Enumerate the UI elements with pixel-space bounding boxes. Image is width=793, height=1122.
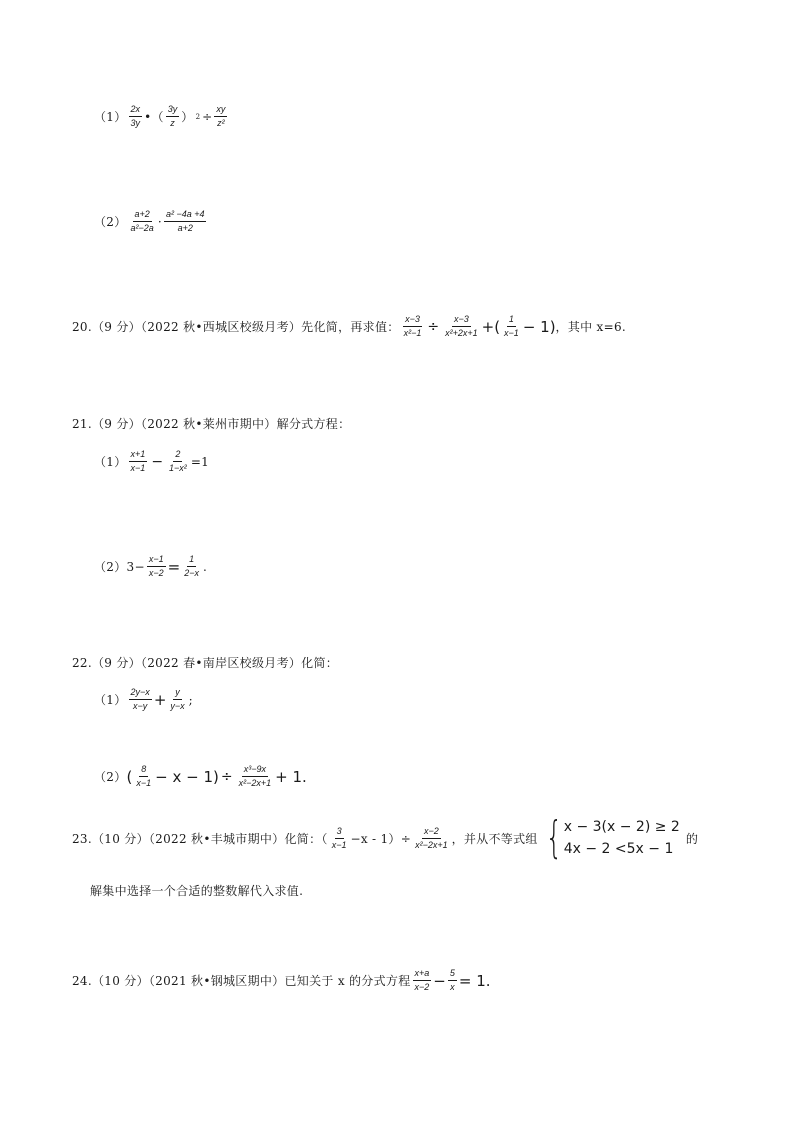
fraction: $\frac{\text{a² −4a +4}}{a+2}$ (165, 209, 205, 233)
divide-operator: ÷ (427, 318, 440, 335)
part-label: （2） (94, 560, 127, 574)
left-paren: ( (126, 767, 133, 786)
dot-operator: · (157, 214, 162, 229)
expression-end: + 1. (275, 767, 307, 786)
fraction: $\frac{x-1}{x-2}$ (148, 554, 164, 578)
inequality-system (540, 812, 680, 863)
problem-text: ，并从不等式组 (451, 831, 538, 846)
equation-rhs: =1 (190, 454, 210, 469)
problem-22-part-1 (94, 687, 193, 712)
period: . (202, 559, 208, 574)
equals-sign: = (167, 557, 181, 576)
part-label: （2） (94, 770, 127, 784)
exponent: 2 (195, 112, 201, 121)
problem-text: ，其中 x=6. (555, 320, 627, 334)
problem-19-part-1 (94, 104, 229, 129)
problem-20 (72, 314, 626, 339)
problem-text: 解集中选择一个合适的整数解代入求值. (90, 884, 304, 898)
part-label: （2） (94, 215, 127, 229)
fraction: $\frac{2x}{3y}$ (130, 104, 141, 128)
problem-text: 21.（9 分）（2022 秋•莱州市期中）解分式方程： (72, 417, 351, 431)
fraction: $\frac{\text{x³−9x}}{\text{x²−2x+1}}$ (238, 764, 272, 788)
fraction: $\frac{x+a}{x-2}$ (414, 968, 430, 992)
fraction: $\frac{3y}{z}$ (167, 104, 178, 128)
problem-23 (72, 812, 699, 863)
left-paren: ( (494, 317, 501, 336)
fraction: $\frac{x-2}{\text{x²−2x+1}}$ (415, 825, 448, 850)
fraction: $\frac{8}{x-1}$ (136, 764, 152, 788)
fraction: $\frac{5}{x}$ (449, 968, 455, 992)
fraction: $\frac{x-3}{\text{x²−1}}$ (403, 314, 422, 338)
part-label: （1） (94, 693, 127, 707)
right-paren: ） (181, 110, 194, 124)
plus-operator: + (153, 690, 167, 709)
fraction: $\frac{1}{2-x}$ (184, 554, 199, 578)
fraction: $\frac{2y-x}{x-y}$ (130, 687, 150, 711)
problem-text: 23.（10 分）（2022 秋•丰城市期中）化简：（ (72, 831, 328, 846)
problem-text: 20.（9 分）（2022 秋•西城区校级月考）先化简，再求值： (72, 320, 400, 334)
fraction: $\frac{3}{x-1}$ (331, 825, 347, 850)
minus-operator: − (433, 971, 446, 990)
fraction: $\frac{a+2}{\text{a²−2a}}$ (130, 209, 154, 233)
plus-operator: + (481, 317, 495, 336)
semicolon: ; (188, 692, 193, 707)
lead-term: 3− (126, 559, 145, 574)
left-brace: { (545, 812, 563, 863)
inequality-row: x − 3(x − 2) ≥ 2 (563, 819, 680, 835)
fraction: $\frac{xy}{\text{z²}}$ (216, 104, 226, 128)
problem-21-part-1 (94, 449, 209, 474)
expression-middle: −x - 1）÷ (350, 831, 412, 846)
equation-rhs: = 1. (458, 971, 491, 990)
left-paren: （ (151, 110, 164, 124)
fraction: $\frac{x-3}{\text{x²+2x+1}}$ (445, 314, 478, 338)
fraction: $\frac{2}{\text{1−x²}}$ (169, 449, 187, 473)
problem-24 (72, 968, 491, 993)
minus-one: − 1) (522, 317, 556, 336)
part-label: （1） (94, 110, 127, 124)
fraction: $\frac{x+1}{x-1}$ (130, 449, 146, 473)
problem-text: 24.（10 分）（2021 秋•钢城区期中）已知关于 x 的分式方程 (72, 974, 411, 988)
minus-operator: − (151, 453, 164, 470)
problem-22-part-2 (94, 764, 307, 789)
divide-operator: ÷ (202, 109, 213, 124)
dot-operator: • (144, 109, 152, 124)
problem-23-line-2 (90, 882, 303, 899)
fraction: $\frac{y}{y-x}$ (170, 687, 185, 711)
part-label: （1） (94, 455, 127, 469)
problem-text: 22.（9 分）（2022 春•南岸区校级月考）化简： (72, 656, 339, 670)
expression-middle: − x − 1) (155, 767, 219, 786)
fraction: $\frac{1}{x-1}$ (504, 314, 519, 338)
problem-21-header (72, 415, 350, 432)
problem-22-header (72, 654, 338, 671)
problem-text: 的 (685, 831, 699, 846)
problem-21-part-2 (94, 554, 207, 579)
problem-19-part-2 (94, 209, 208, 234)
inequality-row: 4x − 2 <5x − 1 (563, 841, 674, 857)
divide-operator: ÷ (220, 768, 233, 785)
